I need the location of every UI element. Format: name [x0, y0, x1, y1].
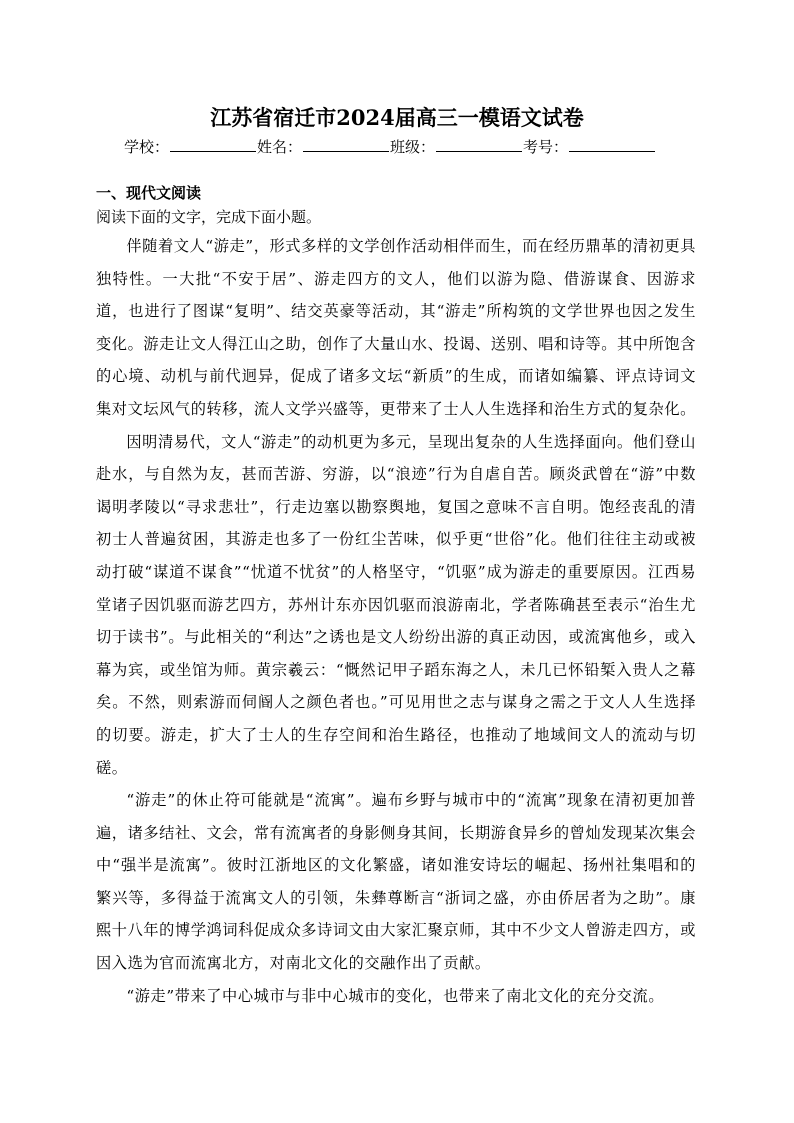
reading-passage [96, 230, 696, 1012]
student-info-row [124, 136, 656, 157]
class-blank [436, 137, 522, 152]
passage-paragraph: “游走”带来了中心城市与非中心城市的变化，也带来了南北文化的充分交流。 [126, 986, 665, 1005]
section-heading: 一、现代文阅读 [96, 184, 202, 202]
name-label: 姓名： [257, 138, 303, 156]
school-label: 学校： [124, 138, 170, 156]
school-blank [170, 137, 256, 152]
passage-paragraph: 伴随着文人“游走”，形式多样的文学创作活动相伴而生，而在经历鼎革的清初更具独特性。一大批“不安于居”、游走四方的文人，他们以游为隐、借游谋食、因游求道，也进行了图谋“复明”、结交英豪等活动，其“游走”所构筑的文学世界也因之发生变化。游走让文人得江山之助，创作了大量山水、投谒、送别、唱和诗等。其中所饱含的心境、动机与前代迥异，促成了诸多文坛“新质”的生成，而诸如编纂、评点诗词文集对文坛风气的转移，流人文学兴盛等，更带来了士人人生选择和治生方式的复杂化。 [96, 237, 696, 418]
exam-number-blank [569, 137, 655, 152]
passage-paragraph: “游走”的休止符可能就是“流寓”。遍布乡野与城市中的“流寓”现象在清初更加普遍，诸多结社、文会，常有流寓者的身影侧身其间，长期游食异乡的曾灿发现某次集会中“强半是流寓”。彼时江浙地区的文化繁盛，诸如淮安诗坛的崛起、扬州社集唱和的繁兴等，多得益于流寓文人的引领，朱彝尊断言“浙词之盛，亦由侨居者为之助”。康熙十八年的博学鸿词科促成众多诗词文由大家汇聚京师，其中不少文人曾游走四方，或因入选为官而流寓北方，对南北文化的交融作出了贡献。 [96, 791, 696, 973]
exam-number-label: 考号： [523, 138, 569, 156]
reading-instruction: 阅读下面的文字，完成下面小题。 [96, 208, 322, 226]
name-blank [303, 137, 389, 152]
class-label: 班级： [390, 138, 436, 156]
page-title: 江苏省宿迁市2024届高三一模语文试卷 [210, 105, 584, 130]
passage-paragraph: 因明清易代，文人“游走”的动机更为多元，呈现出复杂的人生选择面向。他们登山赴水，与自然为友，甚而苦游、穷游，以“浪迹”行为自虐自苦。顾炎武曾在“游”中数谒明孝陵以“寻求悲壮”，行走边塞以勘察舆地，复国之意味不言自明。饱经丧乱的清初士人普遍贫困，其游走也多了一份红尘苦味，似乎更“世俗”化。他们往往主动或被动打破“谋道不谋食”“忧道不忧贫”的人格坚守，“饥驱”成为游走的重要原因。江西易堂诸子因饥驱而游艺四方，苏州计东亦因饥驱而浪游南北，学者陈确甚至表示“治生尤切于读书”。与此相关的“利达”之诱也是文人纷纷出游的真正动因，或流寓他乡，或入幕为宾，或坐馆为师。黄宗羲云：“慨然记甲子蹈东海之人，未几已怀铅椠入贵人之幕矣。不然，则索游而伺阍人之颜色者也。”可见用世之志与谋身之需之于文人人生选择的切要。游走，扩大了士人的生存空间和治生路径，也推动了地域间文人的流动与切磋。 [96, 432, 696, 777]
